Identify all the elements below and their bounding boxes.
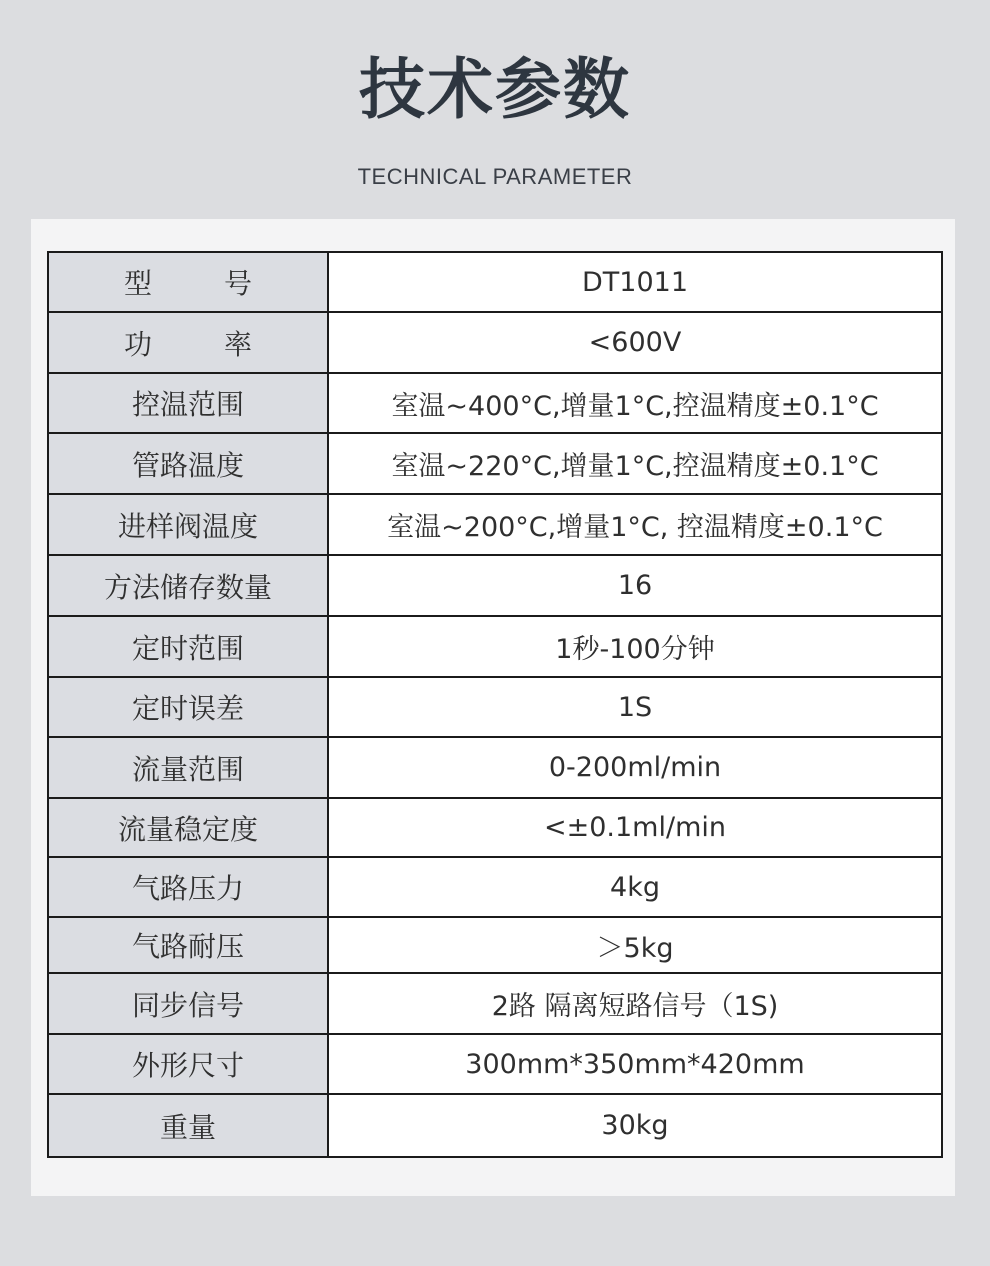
table-row [48, 857, 942, 917]
table-row [48, 737, 942, 798]
row-label: 流量范围 [48, 737, 328, 798]
row-value: 300mm*350mm*420mm [328, 1034, 942, 1094]
table-row [48, 494, 942, 555]
row-label: 气路耐压 [48, 917, 328, 973]
row-value: 室温~220°C,增量1°C,控温精度±0.1°C [328, 433, 942, 494]
spec-table [47, 251, 943, 1158]
row-value: 1S [328, 677, 942, 737]
row-value: 30kg [328, 1094, 942, 1157]
page-subtitle: TECHNICAL PARAMETER [357, 164, 633, 189]
row-label: 方法储存数量 [48, 555, 328, 616]
row-label-text: 型号 [123, 267, 324, 300]
row-label: 气路压力 [48, 857, 328, 917]
row-label: 同步信号 [48, 973, 328, 1034]
table-row [48, 373, 942, 433]
table-row [48, 917, 942, 973]
row-label: 定时范围 [48, 616, 328, 677]
table-row [48, 616, 942, 677]
row-label [48, 312, 328, 373]
table-row [48, 1094, 942, 1157]
table-row [48, 677, 942, 737]
table-row [48, 312, 942, 373]
row-value: DT1011 [328, 252, 942, 312]
row-label [48, 252, 328, 312]
page-title: 技术参数 [359, 51, 631, 128]
row-label: 管路温度 [48, 433, 328, 494]
row-value: 1秒-100分钟 [328, 616, 942, 677]
row-label: 重量 [48, 1094, 328, 1157]
row-value: 2路 隔离短路信号（1S) [328, 973, 942, 1034]
row-value: 室温~400°C,增量1°C,控温精度±0.1°C [328, 373, 942, 433]
row-label: 流量稳定度 [48, 798, 328, 857]
row-value: 16 [328, 555, 942, 616]
table-row [48, 798, 942, 857]
row-value: <±0.1ml/min [328, 798, 942, 857]
row-label: 进样阀温度 [48, 494, 328, 555]
row-label: 外形尺寸 [48, 1034, 328, 1094]
row-value: 室温~200°C,增量1°C, 控温精度±0.1°C [328, 494, 942, 555]
table-row [48, 252, 942, 312]
table-row [48, 433, 942, 494]
row-value: <600V [328, 312, 942, 373]
row-label: 控温范围 [48, 373, 328, 433]
row-value: ＞5kg [328, 917, 942, 973]
table-row [48, 973, 942, 1034]
row-label-text: 功率 [123, 327, 324, 361]
table-row [48, 555, 942, 616]
row-label: 定时误差 [48, 677, 328, 737]
table-row [48, 1034, 942, 1094]
row-value: 0-200ml/min [328, 737, 942, 798]
row-value: 4kg [328, 857, 942, 917]
